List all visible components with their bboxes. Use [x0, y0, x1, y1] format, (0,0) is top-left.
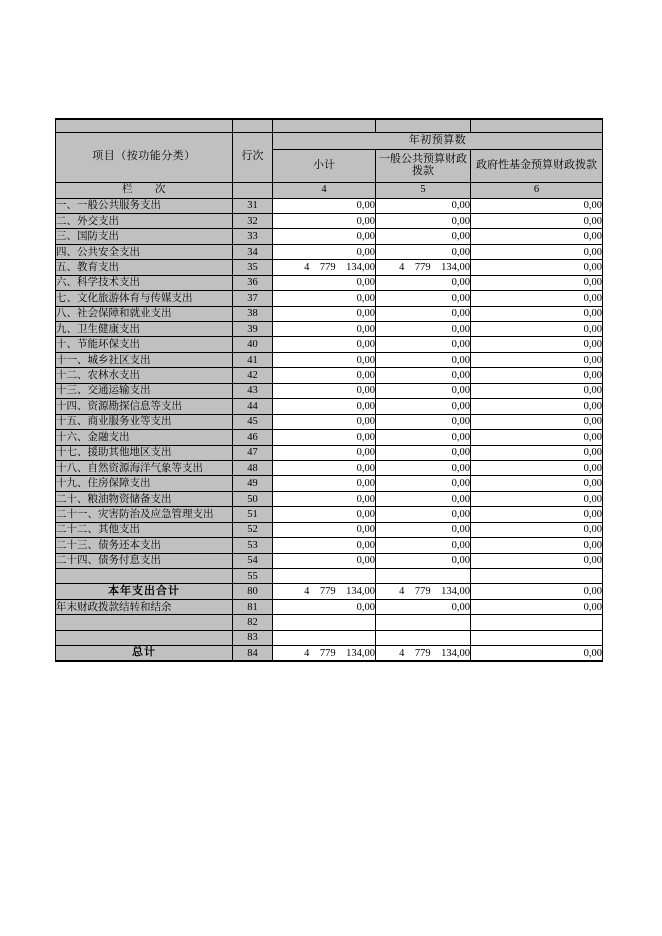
- table-row: [56, 414, 603, 429]
- row-subtotal-value: 0,00: [273, 275, 376, 290]
- row-project-name: 二十、粮油物资储备支出: [56, 491, 233, 506]
- row-project-name: 十三、交通运输支出: [56, 383, 233, 398]
- lan-ci-label: 栏 次: [56, 182, 233, 198]
- row-subtotal-value: 0,00: [273, 430, 376, 445]
- row-general-budget-value: 0,00: [376, 522, 471, 537]
- row-subtotal-value: 0,00: [273, 306, 376, 321]
- row-line-number: 53: [233, 538, 273, 553]
- row-subtotal-value: 0,00: [273, 399, 376, 414]
- row-general-budget-value: 0,00: [376, 198, 471, 213]
- row-line-number: 41: [233, 352, 273, 367]
- row-government-fund-value: 0,00: [471, 460, 603, 475]
- row-government-fund-value: 0,00: [471, 522, 603, 537]
- row-government-fund-value: 0,00: [471, 476, 603, 491]
- row-line-number: 39: [233, 322, 273, 337]
- table-row: [56, 322, 603, 337]
- row-general-budget-value: 0,00: [376, 322, 471, 337]
- table-row: [56, 630, 603, 645]
- row-subtotal-value: 0,00: [273, 244, 376, 259]
- row-government-fund-value: [471, 569, 603, 584]
- row-general-budget-value: 0,00: [376, 399, 471, 414]
- row-government-fund-value: 0,00: [471, 322, 603, 337]
- row-government-fund-value: 0,00: [471, 553, 603, 568]
- row-government-fund-value: 0,00: [471, 507, 603, 522]
- row-general-budget-value: 0,00: [376, 383, 471, 398]
- row-government-fund-value: 0,00: [471, 337, 603, 352]
- row-project-name: [56, 630, 233, 645]
- header-group-label: 年初预算数: [273, 132, 603, 149]
- row-subtotal-value: 4 779 134,00: [273, 584, 376, 599]
- row-project-name: [56, 615, 233, 630]
- table-row: [56, 646, 603, 661]
- row-project-name: 十一、城乡社区支出: [56, 352, 233, 367]
- row-subtotal-value: [273, 630, 376, 645]
- row-general-budget-value: 0,00: [376, 599, 471, 614]
- row-line-number: 31: [233, 198, 273, 213]
- row-project-name: 二十一、灾害防治及应急管理支出: [56, 507, 233, 522]
- row-project-name: 十七、援助其他地区支出: [56, 445, 233, 460]
- table-row: [56, 569, 603, 584]
- row-subtotal-value: 0,00: [273, 538, 376, 553]
- row-subtotal-value: 0,00: [273, 445, 376, 460]
- row-general-budget-value: 0,00: [376, 229, 471, 244]
- row-line-number: 49: [233, 476, 273, 491]
- row-project-name: 二十三、债务还本支出: [56, 538, 233, 553]
- row-general-budget-value: 0,00: [376, 538, 471, 553]
- row-project-name: 五、教育支出: [56, 260, 233, 275]
- row-project-name: 二十二、其他支出: [56, 522, 233, 537]
- header-project-column: 项目（按功能分类）: [56, 132, 233, 182]
- row-line-number: 45: [233, 414, 273, 429]
- row-project-name: 九、卫生健康支出: [56, 322, 233, 337]
- table-row: [56, 213, 603, 228]
- row-general-budget-value: 0,00: [376, 430, 471, 445]
- row-subtotal-value: 0,00: [273, 368, 376, 383]
- row-subtotal-value: 4 779 134,00: [273, 646, 376, 661]
- row-government-fund-value: 0,00: [471, 213, 603, 228]
- row-project-name: 十九、住房保障支出: [56, 476, 233, 491]
- budget-table: [55, 118, 603, 662]
- row-government-fund-value: [471, 615, 603, 630]
- top-blank-strip-row: [56, 119, 603, 132]
- row-line-number: 34: [233, 244, 273, 259]
- row-line-number: 46: [233, 430, 273, 445]
- row-line-number: 36: [233, 275, 273, 290]
- row-line-number: 42: [233, 368, 273, 383]
- row-line-number: 52: [233, 522, 273, 537]
- row-subtotal-value: 0,00: [273, 383, 376, 398]
- row-government-fund-value: 0,00: [471, 306, 603, 321]
- table-row: [56, 260, 603, 275]
- row-project-name: 七、文化旅游体育与传媒支出: [56, 291, 233, 306]
- lan-rowno-cell: [233, 182, 273, 198]
- row-general-budget-value: 0,00: [376, 213, 471, 228]
- table-row: [56, 244, 603, 259]
- header-rowno-column: 行次: [233, 132, 273, 182]
- row-government-fund-value: 0,00: [471, 445, 603, 460]
- row-subtotal-value: 0,00: [273, 460, 376, 475]
- row-line-number: 82: [233, 615, 273, 630]
- row-line-number: 37: [233, 291, 273, 306]
- budget-sheet: [55, 118, 602, 662]
- row-subtotal-value: 0,00: [273, 337, 376, 352]
- row-project-name: 二、外交支出: [56, 213, 233, 228]
- table-row: [56, 491, 603, 506]
- table-row: [56, 291, 603, 306]
- row-project-name: 本年支出合计: [56, 584, 233, 599]
- row-general-budget-value: 0,00: [376, 275, 471, 290]
- table-row: [56, 584, 603, 599]
- row-line-number: 81: [233, 599, 273, 614]
- row-general-budget-value: 0,00: [376, 337, 471, 352]
- table-row: [56, 198, 603, 213]
- lan-subtotal-number: 4: [273, 182, 376, 198]
- table-row: [56, 383, 603, 398]
- table-row: [56, 445, 603, 460]
- row-subtotal-value: 0,00: [273, 291, 376, 306]
- row-general-budget-value: 0,00: [376, 414, 471, 429]
- row-subtotal-value: 0,00: [273, 507, 376, 522]
- row-government-fund-value: 0,00: [471, 352, 603, 367]
- row-project-name: 十四、资源勘探信息等支出: [56, 399, 233, 414]
- row-line-number: 83: [233, 630, 273, 645]
- strip-cell-3: [273, 119, 376, 132]
- row-project-name: 十五、商业服务业等支出: [56, 414, 233, 429]
- row-project-name: 十、节能环保支出: [56, 337, 233, 352]
- row-subtotal-value: 0,00: [273, 476, 376, 491]
- table-row: [56, 507, 603, 522]
- row-line-number: 80: [233, 584, 273, 599]
- row-project-name: 六、科学技术支出: [56, 275, 233, 290]
- row-general-budget-value: 0,00: [376, 476, 471, 491]
- row-general-budget-value: [376, 569, 471, 584]
- row-project-name: 二十四、债务付息支出: [56, 553, 233, 568]
- header-general-budget-column: 一般公共预算财政拨款: [376, 149, 471, 182]
- row-subtotal-value: 0,00: [273, 229, 376, 244]
- row-subtotal-value: 0,00: [273, 599, 376, 614]
- strip-cell-5: [471, 119, 603, 132]
- row-line-number: 47: [233, 445, 273, 460]
- row-line-number: 40: [233, 337, 273, 352]
- row-government-fund-value: 0,00: [471, 383, 603, 398]
- row-subtotal-value: 0,00: [273, 491, 376, 506]
- row-subtotal-value: 0,00: [273, 198, 376, 213]
- table-row: [56, 337, 603, 352]
- row-government-fund-value: 0,00: [471, 275, 603, 290]
- row-subtotal-value: 0,00: [273, 352, 376, 367]
- table-row: [56, 399, 603, 414]
- table-row: [56, 368, 603, 383]
- lan-fund-number: 6: [471, 182, 603, 198]
- table-row: [56, 522, 603, 537]
- strip-cell-4: [376, 119, 471, 132]
- row-line-number: 44: [233, 399, 273, 414]
- row-subtotal-value: 0,00: [273, 553, 376, 568]
- row-general-budget-value: 0,00: [376, 368, 471, 383]
- row-government-fund-value: 0,00: [471, 260, 603, 275]
- row-general-budget-value: 0,00: [376, 352, 471, 367]
- row-general-budget-value: 0,00: [376, 306, 471, 321]
- row-general-budget-value: 0,00: [376, 445, 471, 460]
- row-project-name: 八、社会保障和就业支出: [56, 306, 233, 321]
- row-government-fund-value: 0,00: [471, 244, 603, 259]
- row-subtotal-value: 0,00: [273, 522, 376, 537]
- row-government-fund-value: [471, 630, 603, 645]
- table-row: [56, 352, 603, 367]
- row-general-budget-value: 4 779 134,00: [376, 260, 471, 275]
- row-line-number: 50: [233, 491, 273, 506]
- row-government-fund-value: 0,00: [471, 291, 603, 306]
- table-row: [56, 430, 603, 445]
- row-government-fund-value: 0,00: [471, 430, 603, 445]
- row-subtotal-value: 4 779 134,00: [273, 260, 376, 275]
- row-general-budget-value: 0,00: [376, 460, 471, 475]
- table-row: [56, 306, 603, 321]
- row-line-number: 48: [233, 460, 273, 475]
- row-government-fund-value: 0,00: [471, 198, 603, 213]
- row-subtotal-value: [273, 615, 376, 630]
- table-row: [56, 599, 603, 614]
- row-project-name: 十六、金融支出: [56, 430, 233, 445]
- row-subtotal-value: 0,00: [273, 213, 376, 228]
- row-subtotal-value: 0,00: [273, 322, 376, 337]
- row-project-name: 一、一般公共服务支出: [56, 198, 233, 213]
- row-project-name: 三、国防支出: [56, 229, 233, 244]
- row-government-fund-value: 0,00: [471, 584, 603, 599]
- row-general-budget-value: 0,00: [376, 553, 471, 568]
- strip-cell-1: [56, 119, 233, 132]
- column-number-row: [56, 182, 603, 198]
- row-government-fund-value: 0,00: [471, 491, 603, 506]
- strip-cell-2: [233, 119, 273, 132]
- table-body: [56, 119, 603, 661]
- row-line-number: 33: [233, 229, 273, 244]
- row-project-name: [56, 569, 233, 584]
- row-line-number: 38: [233, 306, 273, 321]
- row-project-name: 年末财政拨款结转和结余: [56, 599, 233, 614]
- table-row: [56, 538, 603, 553]
- row-government-fund-value: 0,00: [471, 599, 603, 614]
- row-general-budget-value: 0,00: [376, 507, 471, 522]
- row-government-fund-value: 0,00: [471, 538, 603, 553]
- row-general-budget-value: [376, 615, 471, 630]
- row-general-budget-value: 0,00: [376, 291, 471, 306]
- row-line-number: 54: [233, 553, 273, 568]
- table-row: [56, 275, 603, 290]
- row-general-budget-value: 0,00: [376, 244, 471, 259]
- table-row: [56, 553, 603, 568]
- row-line-number: 32: [233, 213, 273, 228]
- row-project-name: 十八、自然资源海洋气象等支出: [56, 460, 233, 475]
- row-project-name: 四、公共安全支出: [56, 244, 233, 259]
- row-government-fund-value: 0,00: [471, 646, 603, 661]
- row-line-number: 55: [233, 569, 273, 584]
- row-subtotal-value: 0,00: [273, 414, 376, 429]
- table-row: [56, 229, 603, 244]
- row-line-number: 51: [233, 507, 273, 522]
- row-project-name: 十二、农林水支出: [56, 368, 233, 383]
- table-row: [56, 460, 603, 475]
- row-line-number: 84: [233, 646, 273, 661]
- row-subtotal-value: [273, 569, 376, 584]
- header-government-fund-column: 政府性基金预算财政拨款: [471, 149, 603, 182]
- row-government-fund-value: 0,00: [471, 368, 603, 383]
- lan-general-number: 5: [376, 182, 471, 198]
- row-line-number: 43: [233, 383, 273, 398]
- row-government-fund-value: 0,00: [471, 399, 603, 414]
- row-general-budget-value: 4 779 134,00: [376, 646, 471, 661]
- row-general-budget-value: 0,00: [376, 491, 471, 506]
- table-row: [56, 615, 603, 630]
- row-government-fund-value: 0,00: [471, 414, 603, 429]
- table-row: [56, 476, 603, 491]
- header-subtotal-column: 小计: [273, 149, 376, 182]
- row-general-budget-value: [376, 630, 471, 645]
- header-row-group: [56, 132, 603, 149]
- row-project-name: 总计: [56, 646, 233, 661]
- row-line-number: 35: [233, 260, 273, 275]
- row-government-fund-value: 0,00: [471, 229, 603, 244]
- row-general-budget-value: 4 779 134,00: [376, 584, 471, 599]
